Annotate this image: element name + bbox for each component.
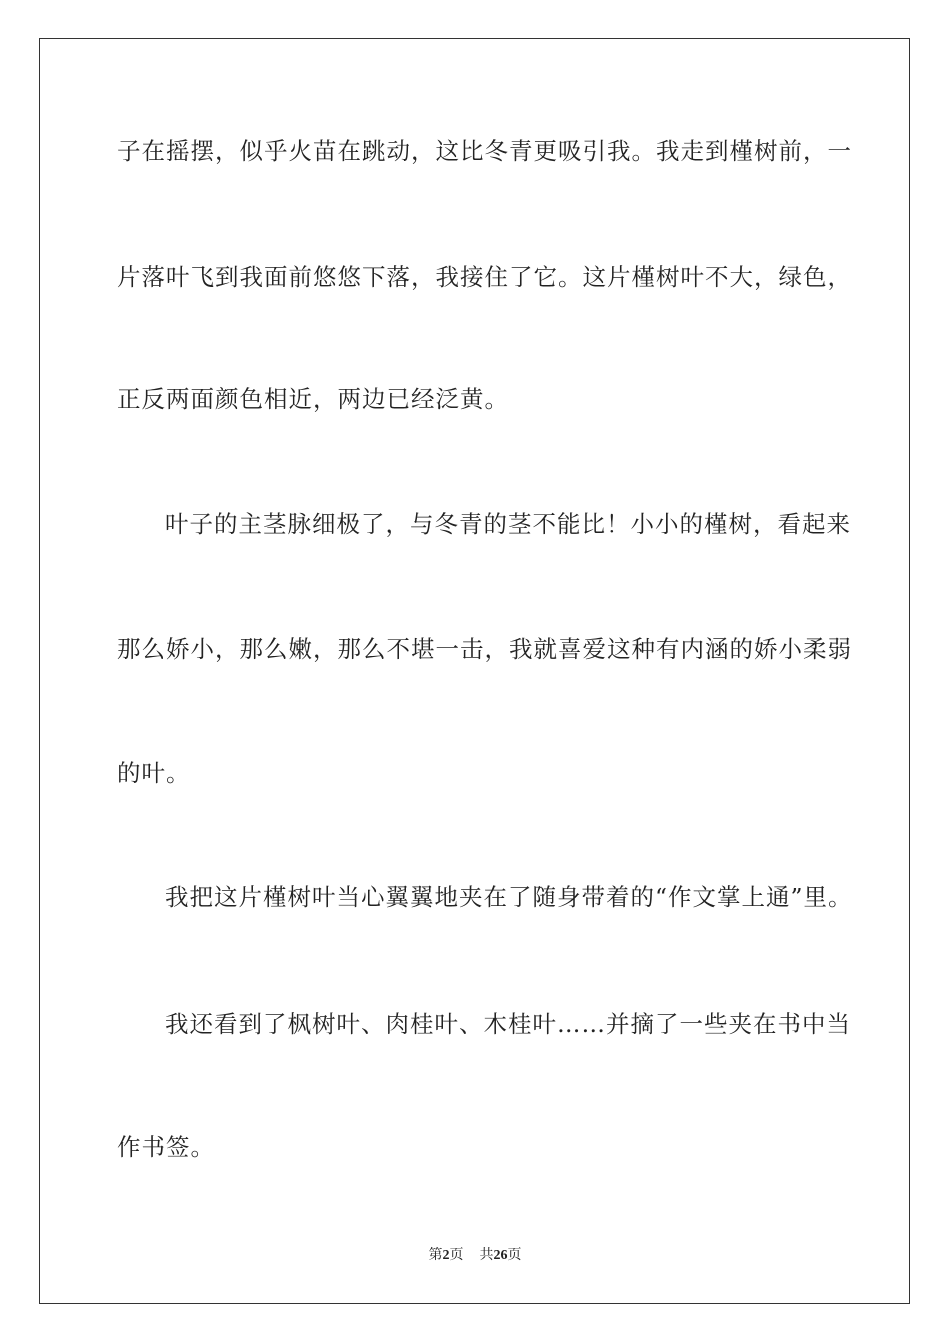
- text-line-2: 片落叶飞到我面前悠悠下落，我接住了它。这片槿树叶不大，绿色，: [117, 263, 852, 291]
- page-footer: [0, 1244, 950, 1264]
- current-page-number: 2: [442, 1248, 450, 1263]
- text-line-3: 正反两面颜色相近，两边已经泛黄。: [117, 385, 509, 413]
- total-page-number: 26: [493, 1248, 508, 1263]
- total-prefix: 共: [479, 1248, 494, 1263]
- text-line-5: 那么娇小，那么嫩，那么不堪一击，我就喜爱这种有内涵的娇小柔弱: [117, 635, 852, 663]
- text-line-8: 我还看到了枫树叶、肉桂叶、木桂叶……并摘了一些夹在书中当: [165, 1010, 851, 1038]
- text-line-6: 的叶。: [117, 759, 191, 787]
- page-prefix: 第: [428, 1248, 443, 1263]
- page-suffix: 页: [449, 1248, 464, 1263]
- total-suffix: 页: [507, 1248, 522, 1263]
- text-line-4: 叶子的主茎脉细极了，与冬青的茎不能比！小小的槿树，看起来: [165, 510, 851, 538]
- text-line-9: 作书签。: [117, 1133, 215, 1161]
- text-line-7: 我把这片槿树叶当心翼翼地夹在了随身带着的“作文掌上通”里。: [165, 883, 853, 911]
- text-line-1: 子在摇摆，似乎火苗在跳动，这比冬青更吸引我。我走到槿树前，一: [117, 137, 852, 165]
- page-border: [39, 38, 910, 1304]
